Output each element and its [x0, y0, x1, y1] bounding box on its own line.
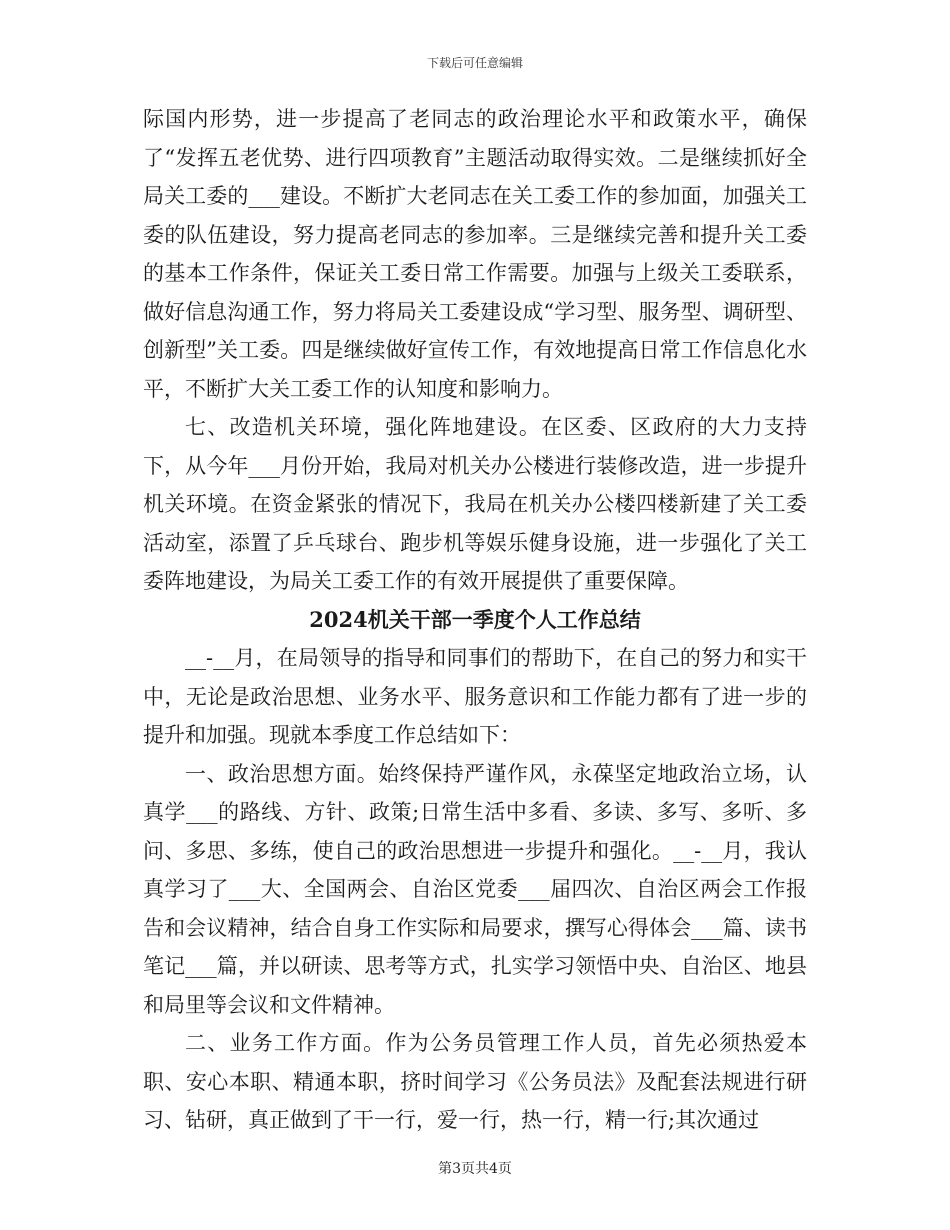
document-body	[143, 100, 807, 1140]
page-header: 下载后可任意编辑	[426, 56, 523, 70]
paragraph-intro: __-__月，在局领导的指导和同事们的帮助下，在自己的努力和实干中，无论是政治思想、业务水平、服务意识和工作能力都有了进一步的提升和加强。现就本季度工作总结如下：	[143, 646, 807, 747]
paragraph-political-thought: 一、政治思想方面。始终保持严谨作风，永葆坚定地政治立场，认真学___的路线、方针、政策;日常生活中多看、多读、多写、多听、多问、多思、多练，使自己的政治思想进一步提升和强化。__-__月，我认真学习了___大、全国两会、自治区党委___届四次、自治区两会工作报告和会议精神，结合自身工作实际和局要求，撰写心得体会___篇、读书笔记___篇，并以研读、思考等方式，扎实学习领悟中央、自治区、地县和局里等会议和文件精神。	[143, 761, 807, 1017]
document-title: 2024机关干部一季度个人工作总结	[309, 606, 641, 632]
paragraph-business-work: 二、业务工作方面。作为公务员管理工作人员，首先必须热爱本职、安心本职、精通本职，挤时间学习《公务员法》及配套法规进行研习、钻研，真正做到了干一行，爱一行，热一行，精一行;其次通过	[143, 1031, 807, 1132]
page-footer: 第3页共4页	[438, 1161, 512, 1177]
paragraph-section-seven: 七、改造机关环境，强化阵地建设。在区委、区政府的大力支持下，从今年___月份开始，我局对机关办公楼进行装修改造，进一步提升机关环境。在资金紧张的情况下，我局在机关办公楼四楼新建了关工委活动室，添置了乒乓球台、跑步机等娱乐健身设施，进一步强化了关工委阵地建设，为局关工委工作的有效开展提供了重要保障。	[143, 415, 807, 593]
paragraph-continued: 际国内形势，进一步提高了老同志的政治理论水平和政策水平，确保了“发挥五老优势、进行四项教育”主题活动取得实效。二是继续抓好全局关工委的___建设。不断扩大老同志在关工委工作的参加面，加强关工委的队伍建设，努力提高老同志的参加率。三是继续完善和提升关工委的基本工作条件，保证关工委日常工作需要。加强与上级关工委联系，做好信息沟通工作，努力将局关工委建设成“学习型、服务型、调研型、创新型”关工委。四是继续做好宣传工作，有效地提高日常工作信息化水平，不断扩大关工委工作的认知度和影响力。	[143, 107, 807, 401]
